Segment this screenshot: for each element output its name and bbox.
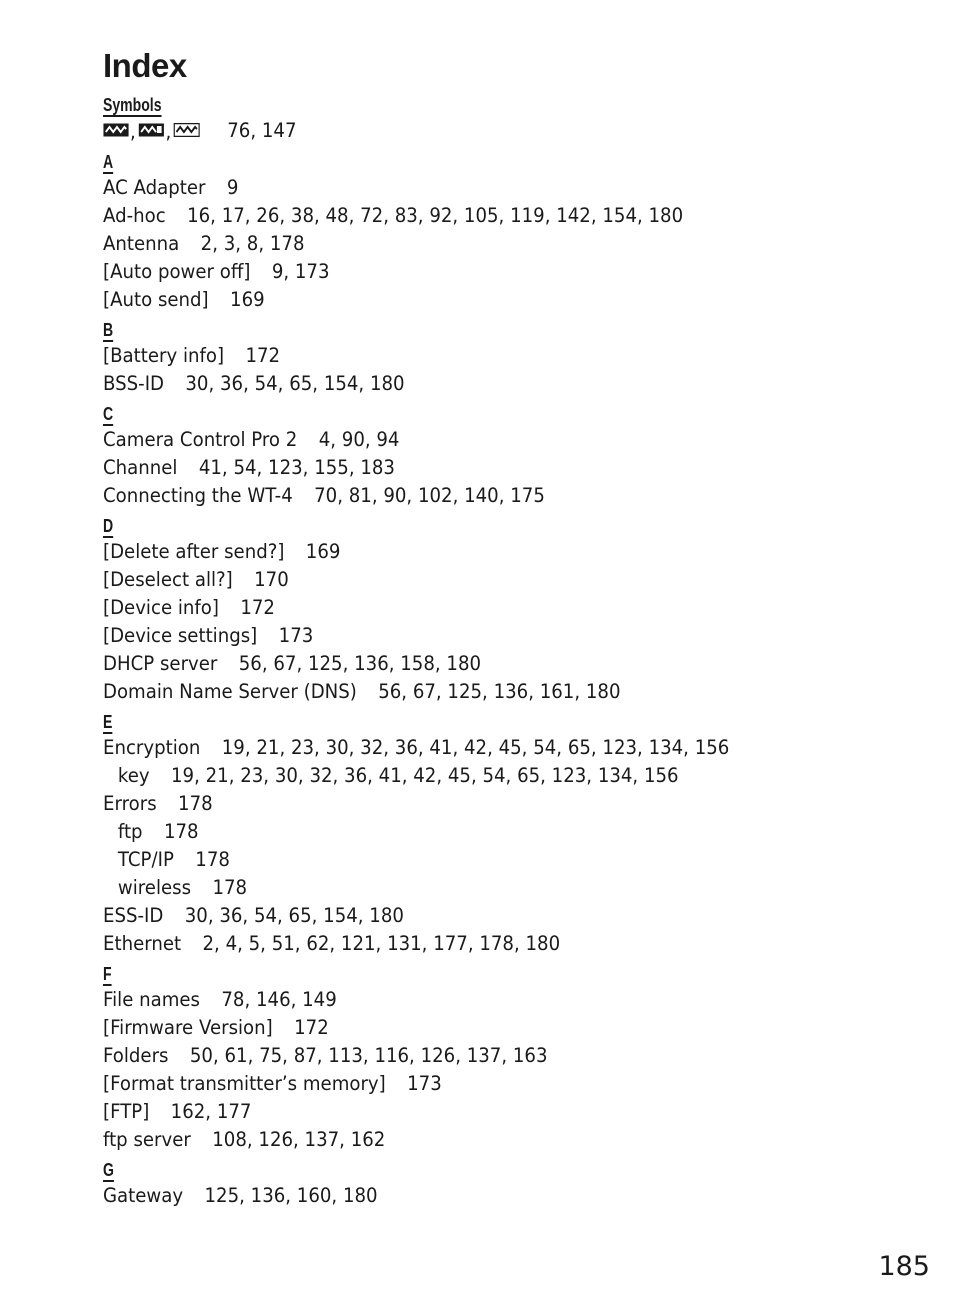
page-refs: 170 (254, 568, 289, 591)
index-term: Ethernet (103, 932, 182, 955)
page-refs: 19, 21, 23, 30, 32, 36, 41, 42, 45, 54, 65, 123, 134, 156 (221, 736, 730, 759)
index-term: [Auto send] (103, 288, 209, 311)
page-refs: 178 (163, 820, 199, 843)
index-term: Antenna (103, 232, 180, 255)
page-refs: 16, 17, 26, 38, 48, 72, 83, 92, 105, 119, 142, 154, 180 (187, 204, 684, 227)
index-entry (103, 1098, 866, 1126)
index-term: Camera Control Pro 2 (103, 428, 298, 451)
section-header: E (103, 712, 113, 732)
index-entry (103, 538, 866, 566)
index-entry (103, 230, 866, 258)
index-term: [Device settings] (103, 624, 258, 647)
page-refs: 172 (240, 596, 275, 619)
index-term: Channel (103, 456, 178, 479)
index-term: BSS-ID (103, 372, 165, 395)
page-refs: 70, 81, 90, 102, 140, 175 (314, 484, 545, 507)
section-header: G (103, 1160, 114, 1180)
index-entry-symbols: , , 76, 147 (103, 117, 866, 146)
page-refs: 78, 146, 149 (221, 988, 337, 1011)
page-refs: 169 (305, 540, 341, 563)
index-term: [Deselect all?] (103, 568, 233, 591)
index-term: TCP/IP (117, 848, 174, 871)
index-subentry (103, 818, 866, 846)
index-term: [Format transmitter’s memory] (103, 1072, 386, 1095)
index-entry (103, 650, 866, 678)
wave-signal-icon (103, 123, 129, 137)
index-sections (103, 152, 923, 1210)
section-header: A (103, 152, 114, 172)
page-refs: 2, 3, 8, 178 (200, 232, 305, 255)
index-term: Ad-hoc (103, 204, 166, 227)
index-entry (103, 258, 866, 286)
index-term: wireless (117, 876, 192, 899)
page-refs: 173 (407, 1072, 442, 1095)
index-term: Folders (103, 1044, 169, 1067)
index-term: ESS-ID (103, 904, 164, 927)
index-term: ftp (117, 820, 143, 843)
page-refs: 169 (230, 288, 265, 311)
index-entry (103, 174, 866, 202)
page-refs: 76, 147 (227, 119, 297, 142)
page-refs: 41, 54, 123, 155, 183 (198, 456, 395, 479)
index-term: [Firmware Version] (103, 1016, 273, 1039)
page-refs: 162, 177 (170, 1100, 252, 1123)
page-refs: 178 (212, 876, 248, 899)
page-refs: 2, 4, 5, 51, 62, 121, 131, 177, 178, 180 (202, 932, 561, 955)
index-term: [FTP] (103, 1100, 150, 1123)
index-subentry (103, 874, 866, 902)
index-entry (103, 622, 866, 650)
index-entry (103, 678, 866, 706)
page-refs: 30, 36, 54, 65, 154, 180 (184, 904, 404, 927)
index-term: ftp server (103, 1128, 191, 1151)
page-refs: 172 (245, 344, 281, 367)
index-entry (103, 1070, 866, 1098)
index-entry (103, 790, 866, 818)
section-c (103, 404, 923, 510)
index-entry (103, 734, 866, 762)
index-term: Encryption (103, 736, 201, 759)
index-term: AC Adapter (103, 176, 206, 199)
index-entry (103, 286, 866, 314)
section-e (103, 712, 923, 958)
index-entry (103, 370, 866, 398)
page-refs: 50, 61, 75, 87, 113, 116, 126, 137, 163 (189, 1044, 548, 1067)
index-entry (103, 930, 866, 958)
section-b (103, 320, 923, 398)
section-f (103, 964, 923, 1154)
page-refs: 178 (195, 848, 230, 871)
page-refs: 125, 136, 160, 180 (204, 1184, 378, 1207)
page-refs: 9 (226, 176, 239, 199)
page-refs: 30, 36, 54, 65, 154, 180 (185, 372, 405, 395)
index-entry (103, 426, 866, 454)
index-entry (103, 1182, 866, 1210)
index-entry (103, 202, 866, 230)
index-entry (103, 342, 866, 370)
section-a (103, 152, 923, 314)
index-term: DHCP server (103, 652, 218, 675)
index-page (103, 46, 923, 1216)
index-term: Errors (103, 792, 157, 815)
page-refs: 19, 21, 23, 30, 32, 36, 41, 42, 45, 54, 65, 123, 134, 156 (171, 764, 679, 787)
section-header: B (103, 320, 114, 340)
page-refs: 108, 126, 137, 162 (212, 1128, 386, 1151)
page-refs: 172 (294, 1016, 329, 1039)
index-term: [Delete after send?] (103, 540, 285, 563)
section-g (103, 1160, 923, 1210)
index-subentry (103, 846, 866, 874)
wave-signal-icon (139, 123, 165, 137)
page-refs: 178 (178, 792, 213, 815)
index-term: Domain Name Server (DNS) (103, 680, 357, 703)
section-symbols (103, 95, 923, 146)
index-entry (103, 482, 866, 510)
index-entry (103, 902, 866, 930)
section-header: Symbols (103, 95, 162, 115)
index-term: key (117, 764, 150, 787)
section-header: D (103, 516, 114, 536)
index-entry (103, 566, 866, 594)
index-entry (103, 1126, 866, 1154)
index-term: Gateway (103, 1184, 184, 1207)
index-entry (103, 1014, 866, 1042)
page-refs: 56, 67, 125, 136, 161, 180 (378, 680, 621, 703)
page-refs: 9, 173 (271, 260, 330, 283)
page-refs: 56, 67, 125, 136, 158, 180 (238, 652, 482, 675)
section-header: F (103, 964, 112, 984)
index-entry (103, 594, 866, 622)
index-subentry (103, 762, 866, 790)
index-term: File names (103, 988, 200, 1011)
wave-signal-icon (174, 123, 200, 137)
section-d (103, 516, 923, 706)
section-header: C (103, 404, 114, 424)
index-entry (103, 1042, 866, 1070)
index-term: Connecting the WT-4 (103, 484, 293, 507)
index-entry (103, 454, 866, 482)
page-refs: 4, 90, 94 (318, 428, 400, 451)
index-term: [Auto power off] (103, 260, 251, 283)
index-term: [Device info] (103, 596, 219, 619)
index-entry (103, 986, 866, 1014)
page-number: 185 (878, 1251, 930, 1282)
page-title: Index (103, 47, 187, 84)
index-term: [Battery info] (103, 344, 225, 367)
page-refs: 173 (278, 624, 314, 647)
